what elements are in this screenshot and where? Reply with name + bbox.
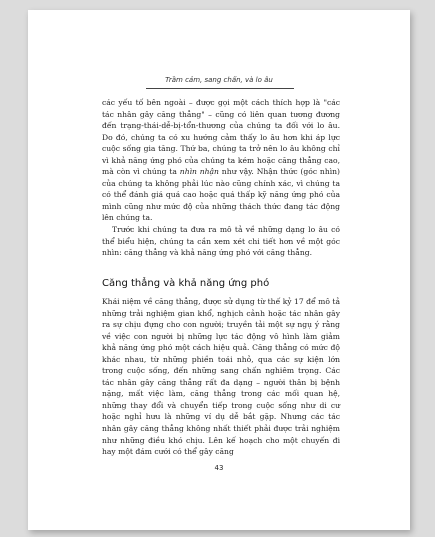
paragraph-1 bbox=[102, 97, 340, 224]
paragraph-1-emphasis: nhìn nhận bbox=[179, 167, 219, 177]
body-text-upper bbox=[102, 97, 340, 259]
running-head: Trầm cảm, sang chấn, và lo âu bbox=[165, 76, 273, 84]
paragraph-1-start: các yếu tố bên ngoài – được gọi một cách thích hợp là "các tác nhân gây căng thẳng" – cũng có liên quan tương đương đến trạng-thái-dễ-bị-tổn-thương của chúng ta đối với lo âu. Do đó, chúng ta có xu hướng cảm thấy lo âu hơn khi áp lực cuộc sống gia tăng. Thứ ba, chúng ta trở nên lo âu không chỉ vì khả năng ứng phó của chúng ta kém hoặc căng thẳng cao, mà còn vì chúng ta bbox=[102, 98, 340, 177]
paragraph-2: Trước khi chúng ta đưa ra mô tả về những dạng lo âu có thể biểu hiện, chúng ta cần xem xét chi tiết hơn về một góc nhìn: căng thẳng và khả năng ứng phó với căng thẳng. bbox=[102, 225, 340, 258]
section-heading: Căng thẳng và khả năng ứng phó bbox=[102, 278, 270, 289]
header-rule bbox=[146, 88, 294, 89]
body-text-lower bbox=[102, 296, 340, 458]
book-page bbox=[28, 10, 410, 530]
paragraph-1-end: như vậy. Nhận thức (góc nhìn) của chúng ta không phải lúc nào cũng chính xác, vì chúng ta có thể đánh giá quá cao hoặc quá thấp kỹ năng ứng phó của mình cũng như mức độ của những thách thức đang tác động lên chúng ta. bbox=[102, 167, 340, 223]
paragraph-3: Khái niệm về căng thẳng, được sử dụng từ thế kỷ 17 để mô tả những trải nghiệm gian khổ, nghịch cảnh hoặc tác nhân gây ra sự chịu đựng cho con người; truyền tải một sự ngụ ý rằng về việc con người bị những lực tác động vô hình làm giảm khả năng ứng phó một cách hiệu quả. Căng thẳng có mức độ khác nhau, từ những phiền toái nhỏ, qua các sự kiện lớn trong cuộc sống, đến những sang chấn nghiêm trọng. Các tác nhân gây căng thẳng rất đa dạng – người thân bị bệnh nặng, mất việc làm, căng thẳng trong các mối quan hệ, những thay đổi và chuyển tiếp trong cuộc sống như di cư hoặc nghỉ hưu là những ví dụ dễ bắt gặp. Nhưng các tác nhân gây căng thẳng không nhất thiết phải được trải nghiệm như những điều khó chịu. Lên kế hoạch cho một chuyến đi hay một đám cưới có thể gây căng bbox=[102, 297, 340, 457]
page-number: 43 bbox=[214, 464, 224, 472]
